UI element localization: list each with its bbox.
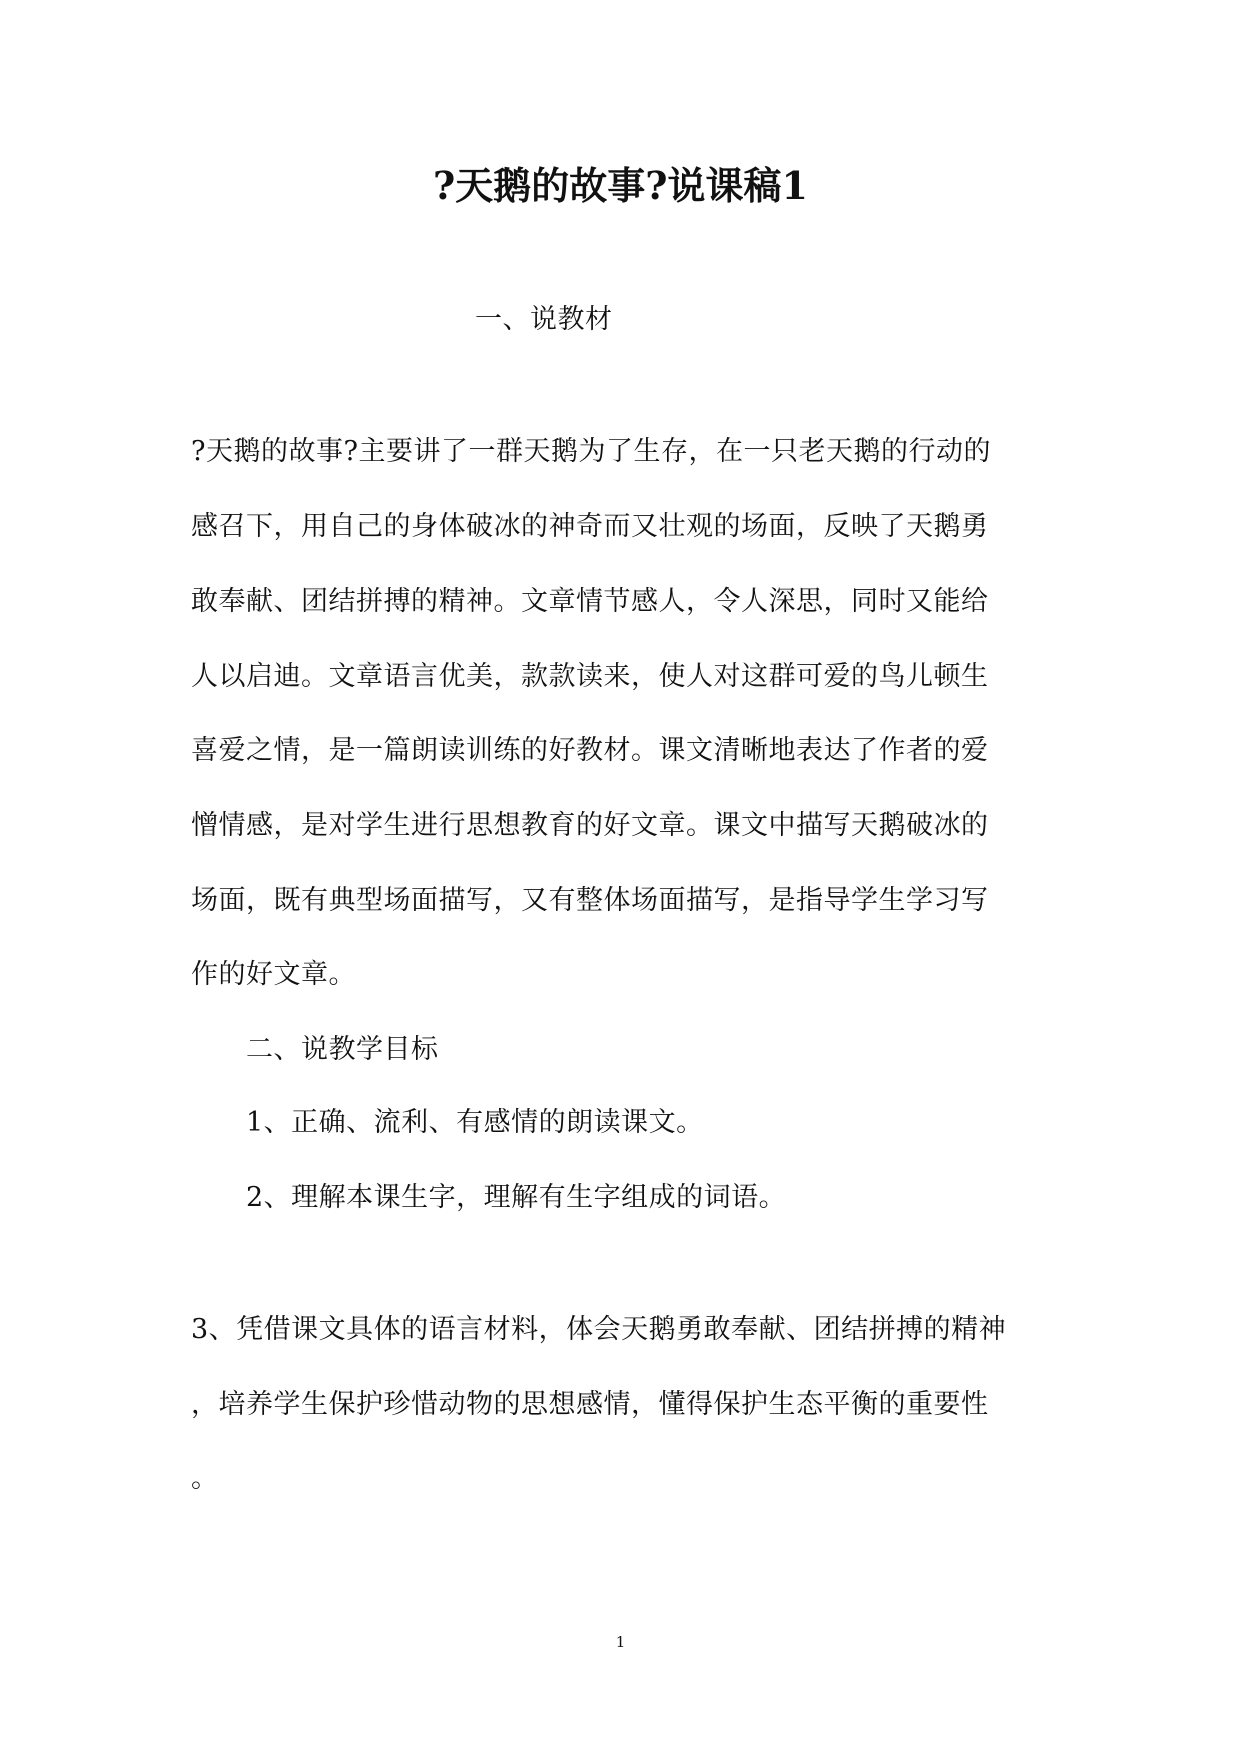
page-number: 1	[615, 1633, 626, 1651]
document-title: ?天鹅的故事?说课稿1	[433, 163, 808, 208]
paragraph-line: 人以启迪。文章语言优美，款款读来，使人对这群可爱的鸟儿顿生	[191, 661, 989, 692]
paragraph-line: 敢奉献、团结拼搏的精神。文章情节感人，令人深思，同时又能给	[191, 586, 989, 617]
paragraph-line: 喜爱之情，是一篇朗读训练的好教材。课文清晰地表达了作者的爱	[191, 735, 989, 766]
paragraph-line: 3、凭借课文具体的语言材料，体会天鹅勇敢奉献、团结拼搏的精神	[191, 1314, 1007, 1345]
section-heading-teaching-goals: 二、说教学目标	[246, 1034, 439, 1065]
teaching-goal-1: 1、正确、流利、有感情的朗读课文。	[246, 1107, 704, 1138]
paragraph-line: 憎情感，是对学生进行思想教育的好文章。课文中描写天鹅破冰的	[191, 810, 989, 841]
paragraph-line: 。	[191, 1463, 219, 1494]
section-heading-teaching-material: 一、说教材	[475, 304, 613, 335]
paragraph-line: 场面，既有典型场面描写，又有整体场面描写，是指导学生学习写	[191, 885, 989, 916]
paragraph-line: ，培养学生保护珍惜动物的思想感情，懂得保护生态平衡的重要性	[191, 1389, 989, 1420]
paragraph-line: ?天鹅的故事?主要讲了一群天鹅为了生存，在一只老天鹅的行动的	[191, 436, 991, 467]
paragraph-line: 感召下，用自己的身体破冰的神奇而又壮观的场面，反映了天鹅勇	[191, 511, 989, 542]
teaching-goal-2: 2、理解本课生字，理解有生字组成的词语。	[246, 1182, 787, 1213]
paragraph-line: 作的好文章。	[191, 959, 356, 990]
